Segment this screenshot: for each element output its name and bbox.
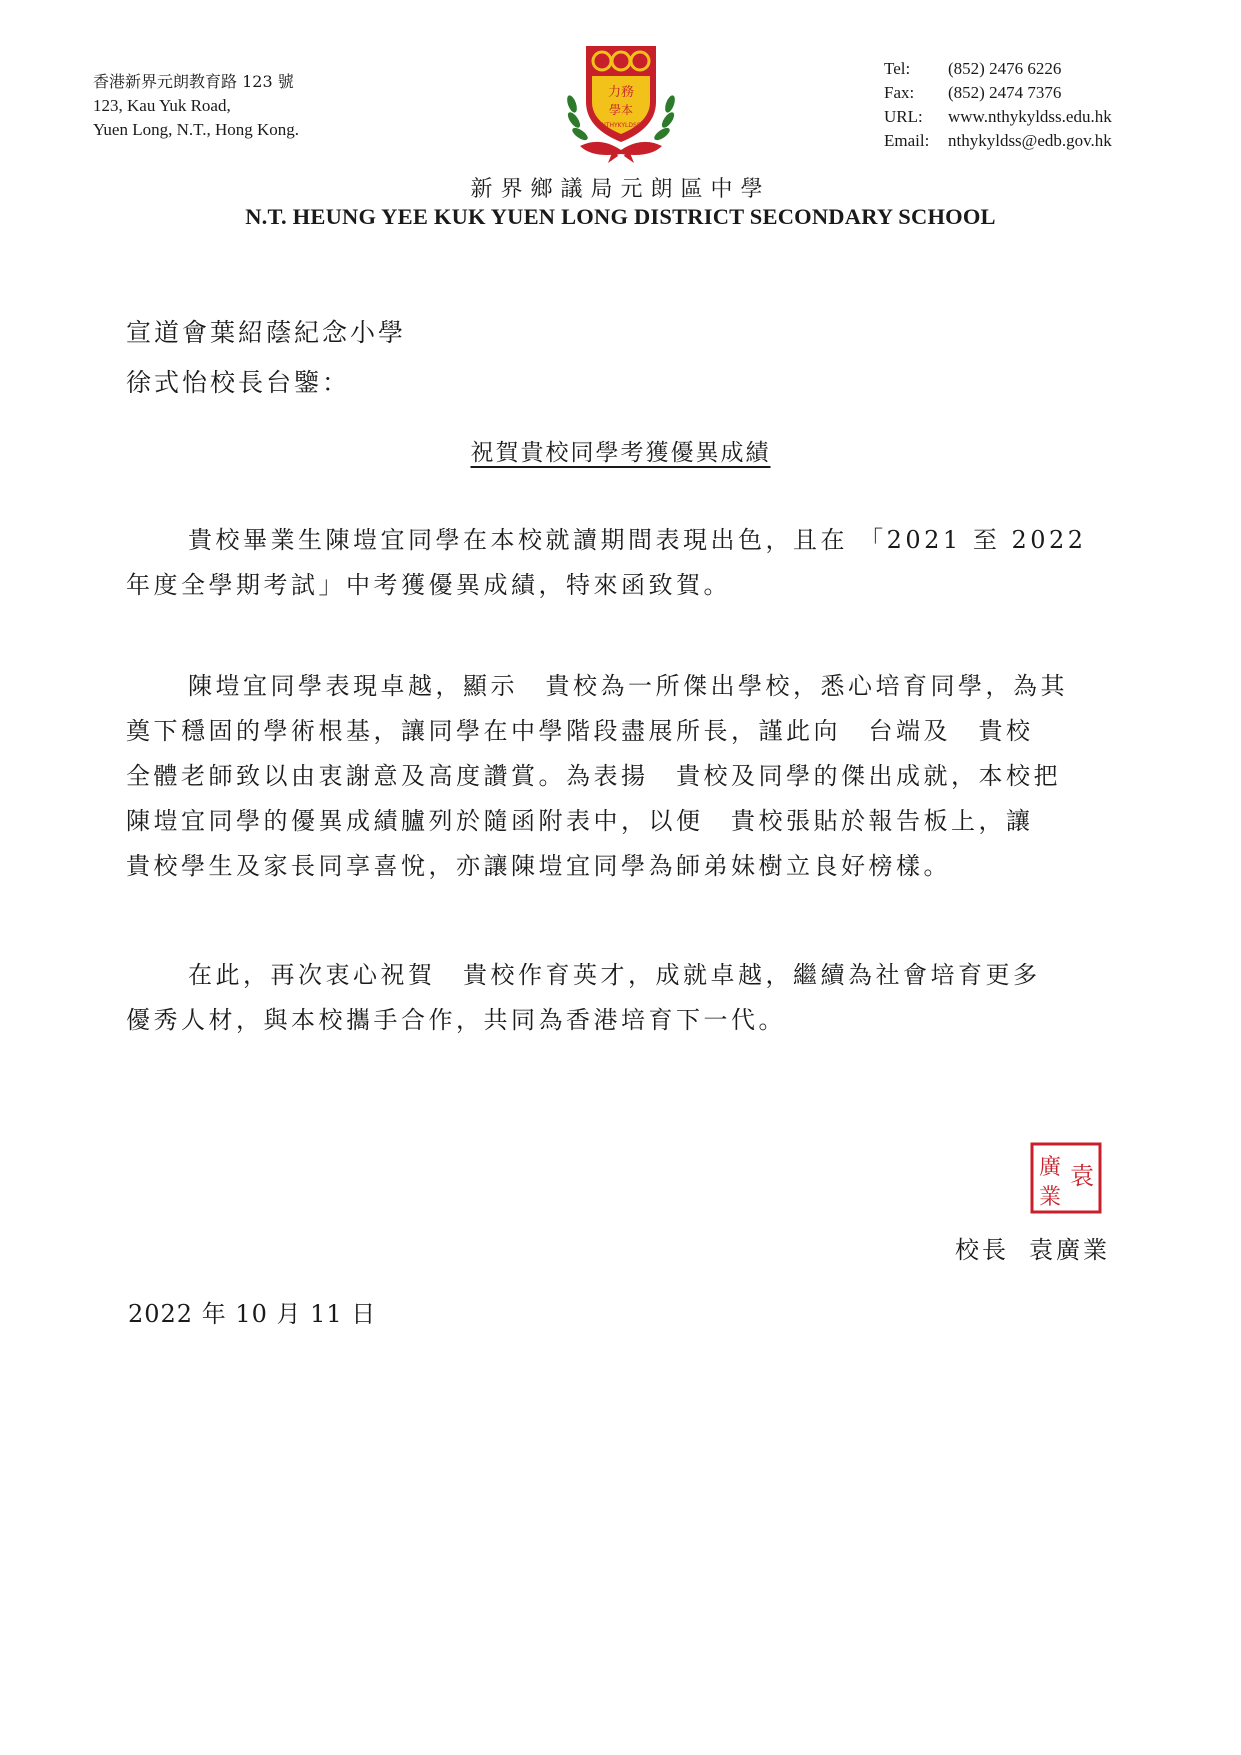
- contact-url: [884, 105, 1112, 129]
- seal-char: 袁: [1070, 1162, 1094, 1190]
- recipient-block: [126, 308, 406, 408]
- address-line-street: 123, Kau Yuk Road,: [93, 96, 231, 115]
- contact-value: nthykyldss@edb.gov.hk: [948, 131, 1112, 150]
- contact-label: URL:: [884, 107, 923, 126]
- contact-email: [884, 129, 1112, 153]
- logo-motto-bottom: 學本: [608, 103, 634, 117]
- school-logo-icon: [560, 42, 682, 164]
- contact-label: Email:: [884, 131, 930, 150]
- contact-label: Tel:: [884, 59, 911, 78]
- paragraph-line: 陳塏宜同學的優異成績臚列於隨函附表中，以便 貴校張貼於報告板上，讓: [126, 807, 1034, 835]
- signature-name: 袁廣業: [1029, 1236, 1110, 1264]
- paragraph-line: 奠下穩固的學術根基，讓同學在中學階段盡展所長，謹此向 台端及 貴校: [126, 717, 1034, 745]
- school-name-chinese: 新界鄉議局元朗區中學: [470, 177, 771, 202]
- contact-value: www.nthykyldss.edu.hk: [948, 107, 1112, 126]
- paragraph-1: [126, 518, 1116, 608]
- contact-info: [884, 57, 1112, 153]
- address-line-city: Yuen Long, N.T., Hong Kong.: [93, 120, 300, 139]
- contact-fax: [884, 81, 1112, 105]
- contact-value: (852) 2476 6226: [948, 59, 1062, 78]
- paragraph-line: 在此，再次衷心祝賀 貴校作育英才，成就卓越，繼續為社會培育更多: [188, 961, 1041, 989]
- seal-char: 廣: [1038, 1155, 1062, 1180]
- contact-value: (852) 2474 7376: [948, 83, 1062, 102]
- school-name-english: N.T. HEUNG YEE KUK YUEN LONG DISTRICT SECONDARY SCHOOL: [245, 204, 996, 229]
- letter-subject: [0, 434, 1241, 467]
- recipient-principal: 徐式怡校長台鑒：: [126, 368, 351, 397]
- paragraph-line: 貴校畢業生陳塏宜同學在本校就讀期間表現出色，且在 「2021 至 2022: [188, 526, 1087, 554]
- paragraph-line: 優秀人材，與本校攜手合作，共同為香港培育下一代。: [126, 1006, 786, 1034]
- signature-title: 校長: [955, 1236, 1009, 1264]
- address-line-chinese: 香港新界元朗教育路 123 號: [93, 72, 294, 91]
- principal-seal-icon: [1030, 1142, 1102, 1214]
- paragraph-2: [126, 664, 1116, 889]
- contact-label: Fax:: [884, 83, 915, 102]
- letter-subject-text: 祝賀貴校同學考獲優異成績: [470, 440, 771, 466]
- paragraph-line: 貴校學生及家長同享喜悅，亦讓陳塏宜同學為師弟妹樹立良好榜樣。: [126, 852, 951, 880]
- letter-date: 2022 年 10 月 11 日: [128, 1300, 377, 1328]
- paragraph-3: [126, 953, 1116, 1043]
- paragraph-line: 年度全學期考試」中考獲優異成績，特來函致賀。: [126, 571, 731, 599]
- paragraph-line: 陳塏宜同學表現卓越，顯示 貴校為一所傑出學校，悉心培育同學，為其: [188, 672, 1068, 700]
- paragraph-line: 全體老師致以由衷謝意及高度讚賞。為表揚 貴校及同學的傑出成就，本校把: [126, 762, 1061, 790]
- school-address: [93, 70, 299, 142]
- logo-motto-top: 力務: [607, 85, 635, 100]
- contact-tel: [884, 57, 1112, 81]
- signature-block: [955, 1230, 1110, 1265]
- recipient-school: 宣道會葉紹蔭紀念小學: [126, 318, 407, 347]
- seal-char: 業: [1038, 1185, 1062, 1210]
- logo-ring-text: NTHYKYLDSS: [601, 122, 641, 129]
